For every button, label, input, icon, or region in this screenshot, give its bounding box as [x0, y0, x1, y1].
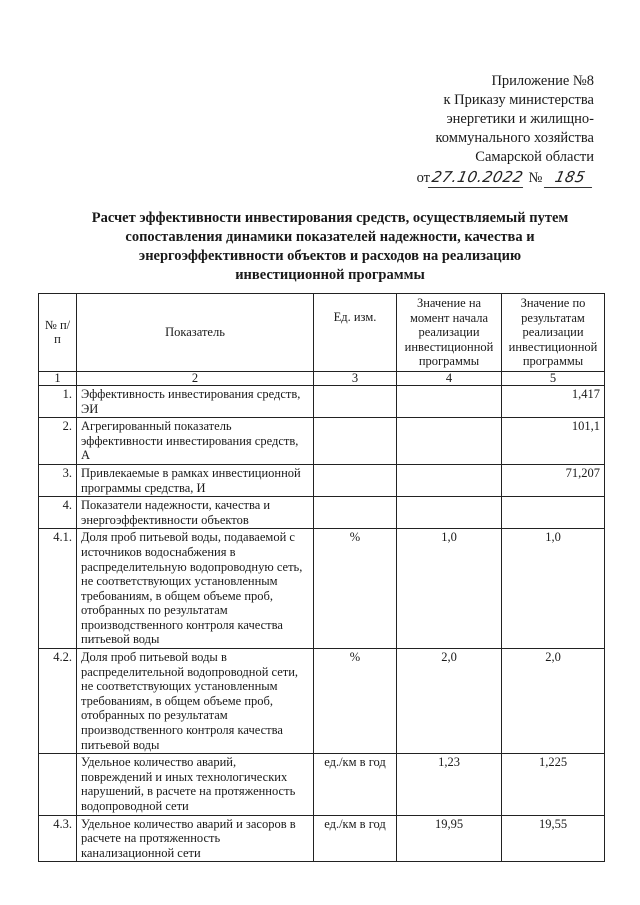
appendix-line: к Приказу министерства: [443, 92, 594, 108]
date-prefix: от: [416, 170, 431, 186]
table-row: [39, 418, 605, 465]
row-unit: %: [314, 649, 397, 754]
index-cell: 4: [397, 371, 502, 385]
column-index-row: [39, 371, 605, 385]
row-num: 1.: [39, 385, 77, 417]
row-indicator: Эффективность инвестирования средств, ЭИ: [77, 385, 314, 417]
row-result-value: 101,1: [502, 418, 605, 465]
row-result-value: 2,0: [502, 649, 605, 754]
handwritten-number: 185: [544, 168, 596, 188]
row-num: [39, 754, 77, 815]
row-start-value: 2,0: [397, 649, 502, 754]
table-header-row: [39, 294, 605, 372]
table-row: [39, 385, 605, 417]
header-start-value: Значение на момент начала реализации инвестиционной программы: [397, 294, 502, 372]
row-num: 3.: [39, 464, 77, 496]
row-unit: [314, 464, 397, 496]
row-start-value: 1,0: [397, 529, 502, 649]
row-start-value: [397, 385, 502, 417]
handwritten-date: 27.10.2022: [428, 168, 527, 188]
row-result-value: 1,225: [502, 754, 605, 815]
row-unit: [314, 418, 397, 465]
row-result-value: 1,417: [502, 385, 605, 417]
header-result-value: Значение по результатам реализации инвестиционной программы: [502, 294, 605, 372]
title-line: Расчет эффективности инвестирования средств, осуществляемый путем: [91, 210, 569, 226]
row-unit: %: [314, 529, 397, 649]
row-result-value: [502, 497, 605, 529]
row-indicator: Агрегированный показатель эффективности инвестирования средств, А: [77, 418, 314, 465]
row-num: 4.3.: [39, 815, 77, 862]
efficiency-table: [38, 293, 605, 862]
appendix-header: [354, 72, 594, 188]
header-unit: Ед. изм.: [314, 294, 397, 372]
index-cell: 1: [39, 371, 77, 385]
row-unit: ед./км в год: [314, 754, 397, 815]
table-row: [39, 529, 605, 649]
table-row: [39, 649, 605, 754]
header-indicator: Показатель: [77, 294, 314, 372]
row-num: 4.1.: [39, 529, 77, 649]
row-result-value: 19,55: [502, 815, 605, 862]
appendix-line: энергетики и жилищно-: [446, 111, 594, 127]
appendix-line: Приложение №8: [491, 73, 594, 89]
row-indicator: Доля проб питьевой воды, подаваемой с источников водоснабжения в распределительную водопроводную сеть, не соответствующих установленным требованиям, в общем объеме проб, отобранных по результатам производственного контроля качества питьевой воды: [77, 529, 314, 649]
row-start-value: 19,95: [397, 815, 502, 862]
row-start-value: [397, 497, 502, 529]
row-indicator: Удельное количество аварий и засоров в расчете на протяженность канализационной сети: [77, 815, 314, 862]
appendix-line: коммунального хозяйства: [435, 130, 594, 146]
index-cell: 5: [502, 371, 605, 385]
row-num: 2.: [39, 418, 77, 465]
table-row: [39, 497, 605, 529]
index-cell: 3: [314, 371, 397, 385]
row-indicator: Доля проб питьевой воды в распределительной водопроводной сети, не соответствующих установленным требованиям, в общем объеме проб, отобранных по результатам производственного контроля качества питьевой воды: [77, 649, 314, 754]
row-unit: ед./км в год: [314, 815, 397, 862]
row-num: 4.2.: [39, 649, 77, 754]
title-line: сопоставления динамики показателей надежности, качества и: [125, 229, 535, 245]
table-row: [39, 754, 605, 815]
table-row: [39, 464, 605, 496]
number-prefix: №: [528, 170, 543, 186]
document-title: [70, 209, 590, 285]
row-unit: [314, 497, 397, 529]
table-row: [39, 815, 605, 862]
row-result-value: 1,0: [502, 529, 605, 649]
row-indicator: Удельное количество аварий, повреждений и иных технологических нарушений, в расчете на протяженность водопроводной сети: [77, 754, 314, 815]
header-num: № п/п: [39, 294, 77, 372]
title-line: инвестиционной программы: [235, 267, 425, 283]
index-cell: 2: [77, 371, 314, 385]
row-num: 4.: [39, 497, 77, 529]
row-result-value: 71,207: [502, 464, 605, 496]
appendix-line: Самарской области: [475, 149, 594, 165]
row-start-value: [397, 418, 502, 465]
row-start-value: [397, 464, 502, 496]
row-unit: [314, 385, 397, 417]
row-indicator: Показатели надежности, качества и энергоэффективности объектов: [77, 497, 314, 529]
row-indicator: Привлекаемые в рамках инвестиционной программы средства, И: [77, 464, 314, 496]
title-line: энергоэффективности объектов и расходов на реализацию: [138, 248, 522, 264]
row-start-value: 1,23: [397, 754, 502, 815]
order-date-number: [354, 168, 594, 188]
